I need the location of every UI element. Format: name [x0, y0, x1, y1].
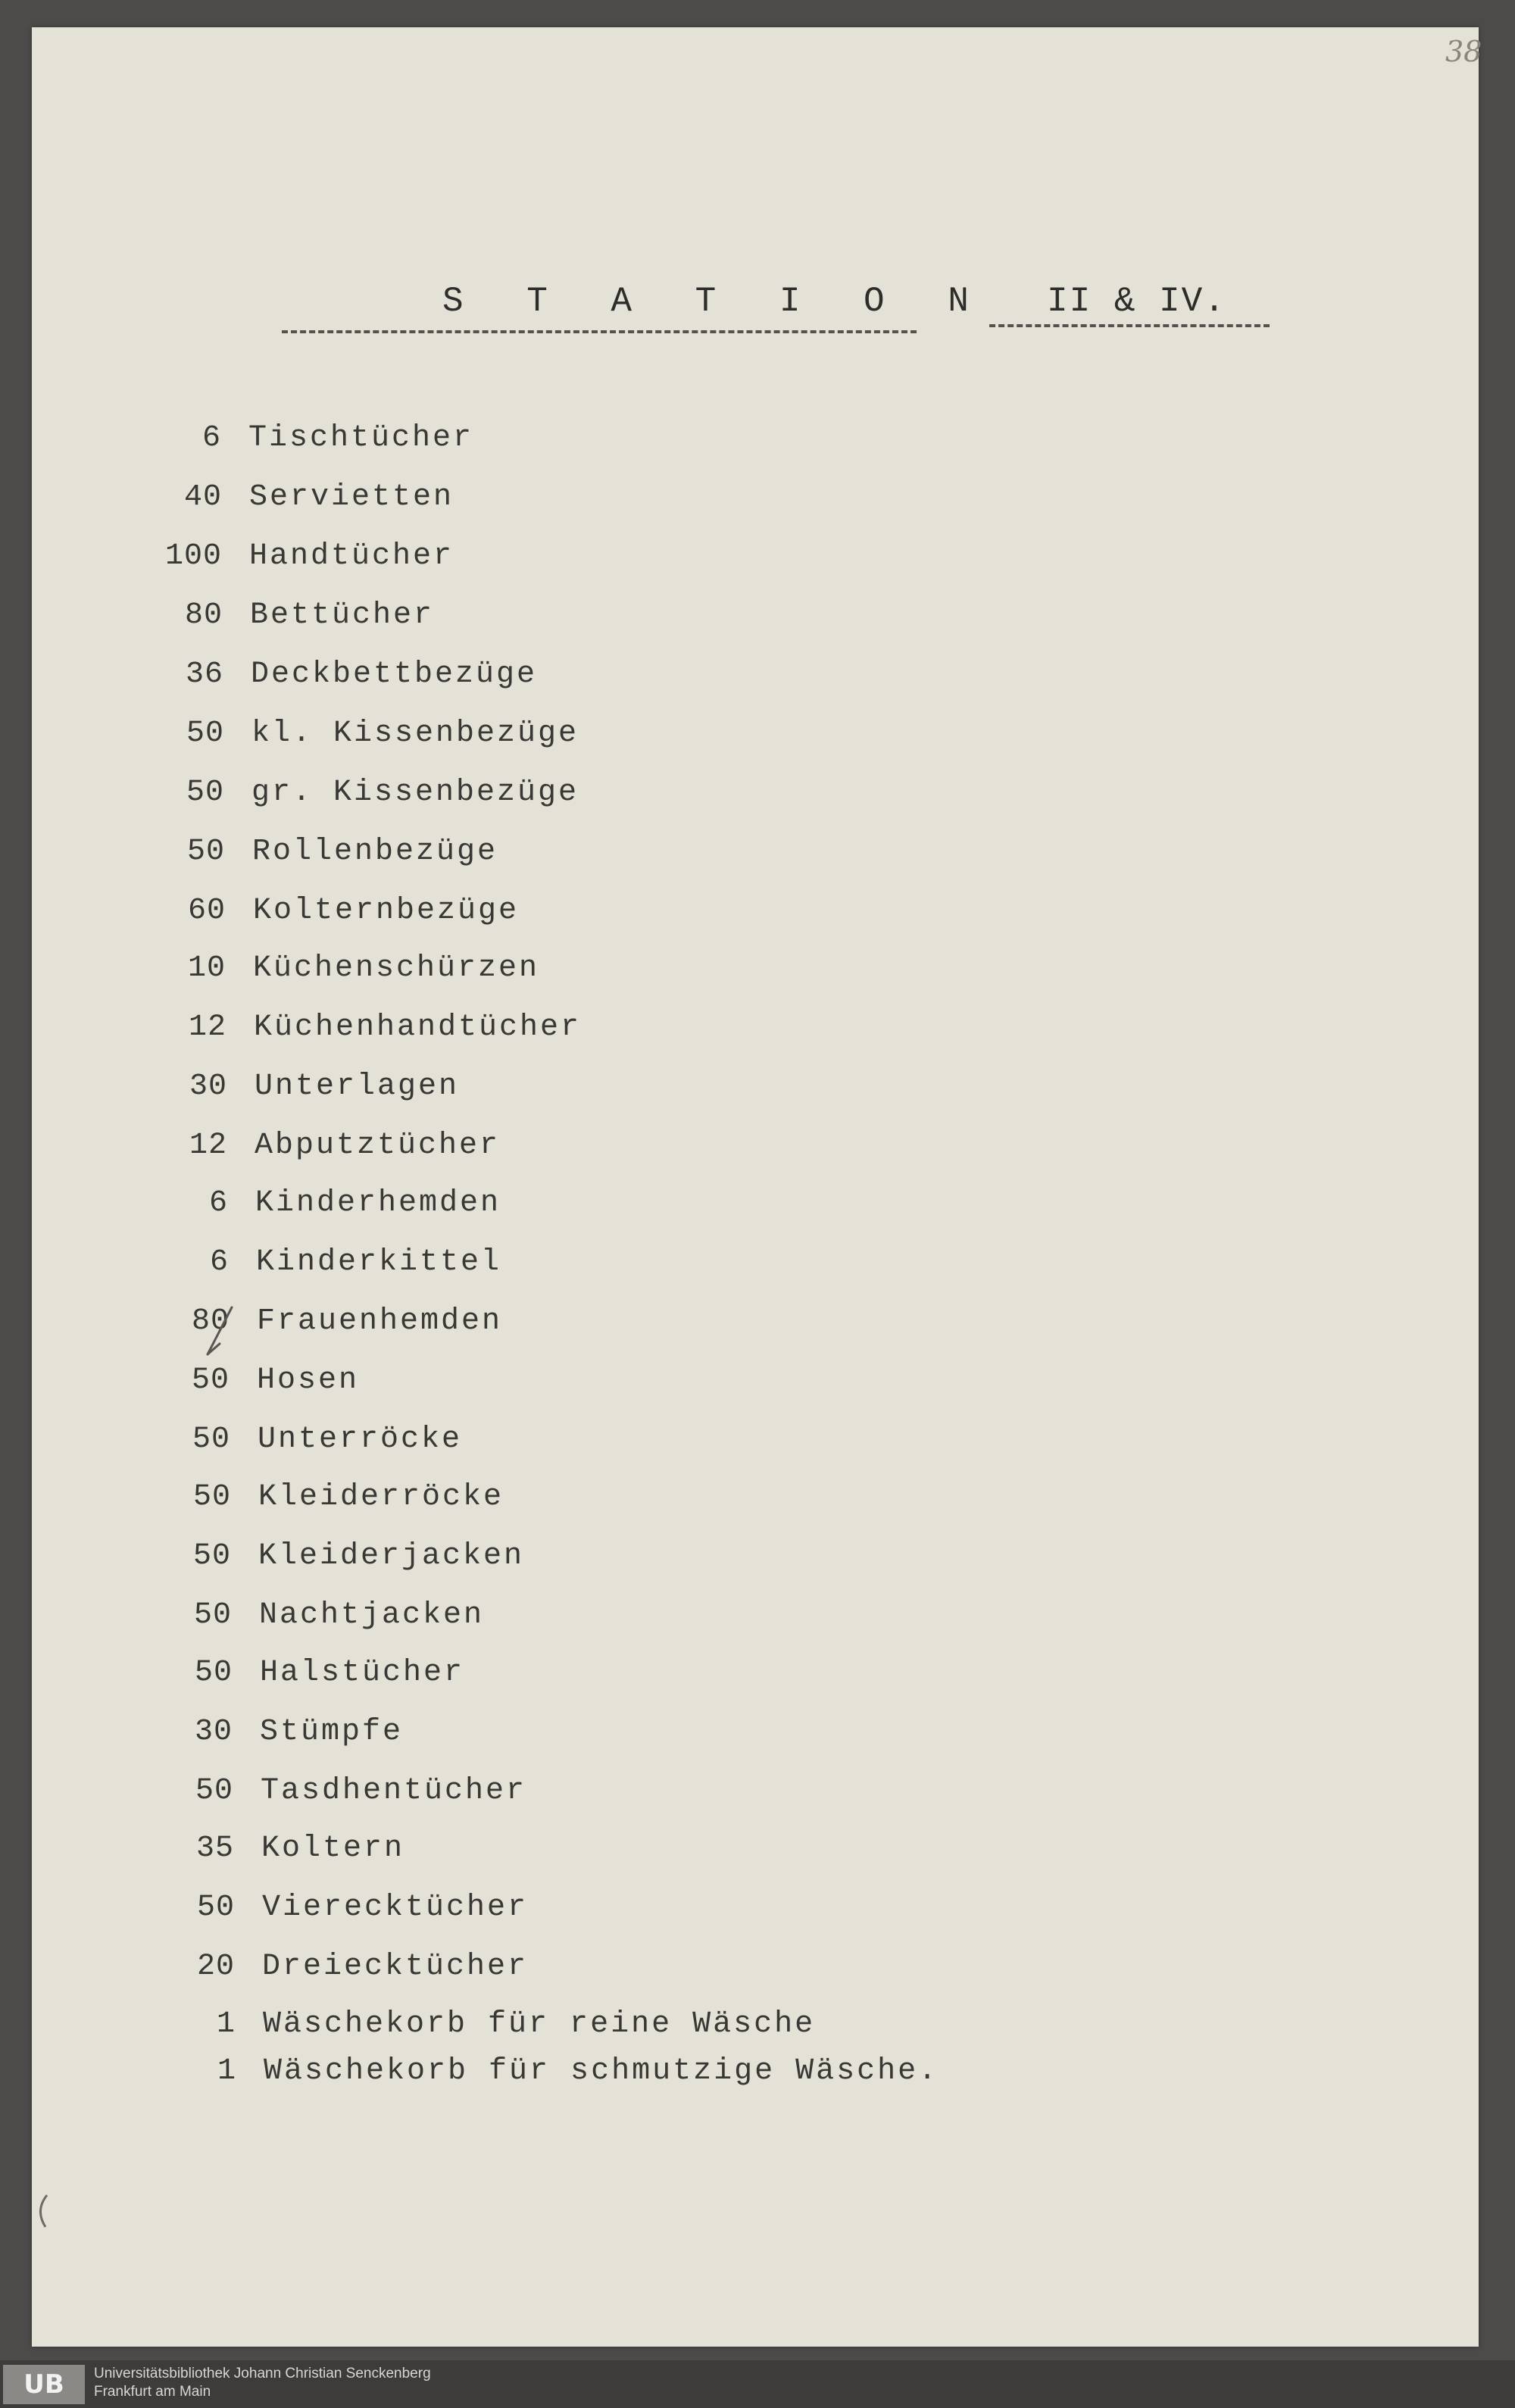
- item-quantity: 6: [208, 1186, 228, 1220]
- library-logo: UB: [3, 2365, 85, 2404]
- item-quantity: 1: [217, 2054, 236, 2088]
- item-name: Unterlagen: [255, 1070, 460, 1104]
- footer-line-2: Frankfurt am Main: [94, 2384, 211, 2400]
- item-quantity: 12: [188, 1010, 226, 1045]
- item-name: Tischtücher: [248, 421, 474, 455]
- item-name: Vierecktücher: [262, 1891, 529, 1925]
- item-quantity: 50: [194, 1656, 233, 1690]
- item-quantity: 80: [191, 1304, 230, 1338]
- item-name: Tasdhentücher: [261, 1774, 527, 1808]
- item-name: Kleiderröcke: [258, 1480, 504, 1514]
- list-item: [32, 1950, 1092, 1995]
- item-quantity: 50: [186, 717, 224, 751]
- list-item: [32, 1245, 1092, 1291]
- list-item: [32, 717, 1092, 762]
- list-item: [32, 835, 1092, 880]
- page-number: 38: [1445, 35, 1482, 68]
- item-quantity: 80: [184, 598, 223, 632]
- item-name: Koltern: [261, 1832, 405, 1866]
- item-name: Frauenhemden: [257, 1304, 503, 1338]
- list-item: [32, 1480, 1092, 1526]
- list-item: [32, 1129, 1092, 1174]
- list-item: [32, 1363, 1092, 1409]
- item-quantity: 20: [196, 1950, 235, 1984]
- list-item: [32, 2054, 1092, 2100]
- list-item: [32, 1010, 1092, 1056]
- item-name: Abputztücher: [255, 1129, 501, 1163]
- list-item: [32, 776, 1092, 821]
- item-name: Dreiecktücher: [262, 1950, 529, 1984]
- item-name: gr. Kissenbezüge: [251, 776, 579, 810]
- list-item: [32, 598, 1092, 644]
- item-quantity: 50: [186, 835, 225, 869]
- list-item: [32, 1832, 1092, 1877]
- list-item: [32, 894, 1092, 939]
- item-name: Küchenschürzen: [253, 951, 540, 985]
- item-quantity: 50: [192, 1423, 230, 1457]
- library-footer: [0, 2360, 1515, 2408]
- item-quantity: 10: [187, 951, 226, 985]
- item-quantity: 40: [183, 480, 222, 514]
- page-subtitle: II & IV.: [1047, 282, 1226, 321]
- item-name: Stümpfe: [260, 1715, 404, 1749]
- list-item: [32, 1598, 1092, 1644]
- item-quantity: 50: [191, 1363, 230, 1398]
- list-item: [32, 951, 1092, 997]
- list-item: [32, 2007, 1092, 2053]
- item-name: Handtücher: [249, 539, 454, 573]
- list-item: [32, 539, 1092, 585]
- footer-text: [94, 2365, 431, 2401]
- item-quantity: 35: [195, 1832, 234, 1866]
- list-item: [32, 480, 1092, 526]
- pencil-correction-mark: [205, 1304, 235, 1357]
- list-item: [32, 1656, 1092, 1701]
- item-name: Servietten: [249, 480, 454, 514]
- item-name: Unterröcke: [258, 1423, 463, 1457]
- item-name: Hosen: [257, 1363, 360, 1398]
- list-item: [32, 1774, 1092, 1819]
- item-quantity: 30: [189, 1070, 227, 1104]
- edge-mark: [32, 2192, 55, 2230]
- item-quantity: 50: [196, 1891, 235, 1925]
- list-item: [32, 657, 1092, 703]
- page-title: S T A T I O N: [442, 282, 990, 321]
- item-name: Kinderhemden: [255, 1186, 501, 1220]
- list-item: [32, 1304, 1092, 1350]
- item-quantity: 50: [193, 1598, 232, 1632]
- list-item: [32, 421, 1092, 467]
- item-name: Küchenhandtücher: [254, 1010, 582, 1045]
- item-quantity: 60: [187, 894, 226, 928]
- item-name: Rollenbezüge: [252, 835, 498, 869]
- item-name: Nachtjacken: [259, 1598, 485, 1632]
- item-quantity: 50: [195, 1774, 233, 1808]
- item-name: Halstücher: [260, 1656, 465, 1690]
- item-quantity: 12: [189, 1129, 227, 1163]
- item-quantity: 50: [192, 1480, 231, 1514]
- document-page: [32, 27, 1482, 2347]
- item-name: Kolternbezüge: [253, 894, 520, 928]
- item-name: Kinderkittel: [256, 1245, 502, 1279]
- item-name: Deckbettbezüge: [251, 657, 538, 692]
- list-item: [32, 1715, 1092, 1760]
- item-quantity: 30: [194, 1715, 233, 1749]
- item-quantity: 100: [164, 539, 222, 573]
- list-item: [32, 1539, 1092, 1585]
- item-quantity: 6: [209, 1245, 229, 1279]
- item-name: Bettücher: [250, 598, 435, 632]
- list-item: [32, 1070, 1092, 1115]
- item-name: kl. Kissenbezüge: [251, 717, 579, 751]
- item-quantity: 50: [186, 776, 224, 810]
- item-name: Wäschekorb für schmutzige Wäsche.: [264, 2054, 939, 2088]
- list-item: [32, 1423, 1092, 1468]
- footer-line-1: Universitätsbibliothek Johann Christian Senckenberg: [94, 2366, 431, 2381]
- list-item: [32, 1891, 1092, 1936]
- item-quantity: 1: [216, 2007, 236, 2041]
- item-quantity: 36: [185, 657, 223, 692]
- item-name: Wäschekorb für reine Wäsche: [263, 2007, 816, 2041]
- item-name: Kleiderjacken: [258, 1539, 525, 1573]
- inventory-list: [32, 27, 1479, 2347]
- list-item: [32, 1186, 1092, 1232]
- item-quantity: 50: [192, 1539, 231, 1573]
- item-quantity: 6: [201, 421, 221, 455]
